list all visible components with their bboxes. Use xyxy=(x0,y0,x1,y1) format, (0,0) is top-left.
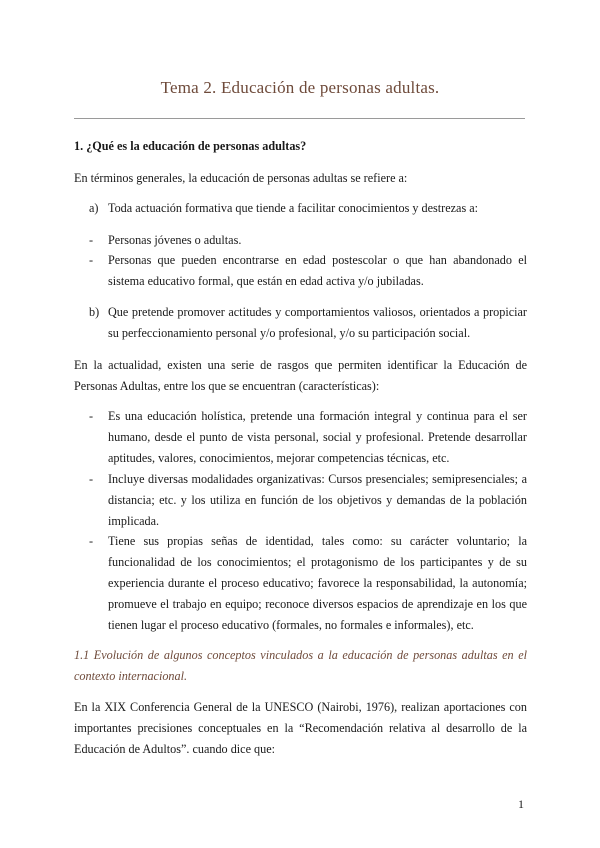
bullet-marker: - xyxy=(89,233,94,247)
list-item-text: Toda actuación formativa que tiende a facilitar conocimientos y destrezas a: xyxy=(108,201,479,215)
bullet-marker: - xyxy=(89,409,94,423)
bullet-text: Incluye diversas modalidades organizativas: Cursos presenciales; semipresenciales; a distancia; etc. y los utiliza en función de los objetivos y demandas de la población implicada. xyxy=(108,472,527,528)
subsection-heading: 1.1 Evolución de algunos conceptos vinculados a la educación de personas adultas en el contexto internacional. xyxy=(74,648,527,683)
page-number: 1 xyxy=(518,797,524,811)
section-heading: 1. ¿Qué es la educación de personas adultas? xyxy=(74,139,307,153)
document-title: Tema 2. Educación de personas adultas. xyxy=(160,78,440,97)
unesco-paragraph: En la XIX Conferencia General de la UNESCO (Nairobi, 1976), realizan aportaciones con importantes precisiones conceptuales en la “Recomendación relativa al desarrollo de la Educación de Adultos”. cuando dice que: xyxy=(74,700,527,756)
list-item-a xyxy=(74,198,527,219)
bullet-marker: - xyxy=(89,472,94,486)
intro-paragraph: En términos generales, la educación de personas adultas se refiere a: xyxy=(74,171,408,185)
title-divider xyxy=(74,118,525,119)
list-item-b xyxy=(74,302,527,344)
bullet-marker: - xyxy=(89,253,94,267)
bullet-item xyxy=(74,531,527,636)
bullet-item xyxy=(74,406,527,469)
bullet-text: Personas jóvenes o adultas. xyxy=(108,233,242,247)
bullet-text: Tiene sus propias señas de identidad, tales como: su carácter voluntario; la funcionalidad de los conocimientos; el protagonismo de los participantes y de su experiencia durante el proceso educativo; favorece la responsabilidad, la autonomía; promueve el trabajo en equipo; reconoce diversos espacios de aprendizaje en los que tienen lugar el proceso educativo (formales, no formales e informales), etc. xyxy=(108,534,527,632)
characteristics-paragraph: En la actualidad, existen una serie de rasgos que permiten identificar la Educación de Personas Adultas, entre los que se encuentran (características): xyxy=(74,358,527,393)
bullet-item xyxy=(74,250,527,292)
list-item-text: Que pretende promover actitudes y comportamientos valiosos, orientados a propiciar su perfeccionamiento personal y/o profesional, y/o su participación social. xyxy=(108,305,527,340)
bullet-marker: - xyxy=(89,534,94,548)
list-marker: a) xyxy=(89,201,99,215)
list-marker: b) xyxy=(89,305,100,319)
bullet-text: Personas que pueden encontrarse en edad postescolar o que han abandonado el sistema educativo formal, que están en edad activa y/o jubiladas. xyxy=(108,253,527,288)
bullet-text: Es una educación holística, pretende una formación integral y continua para el ser humano, desde el punto de vista personal, social y profesional. Pretende desarrollar aptitudes, valores, conocimientos, mejorar competencias técnicas, etc. xyxy=(108,409,527,465)
bullet-item xyxy=(74,230,527,251)
bullet-item xyxy=(74,469,527,532)
